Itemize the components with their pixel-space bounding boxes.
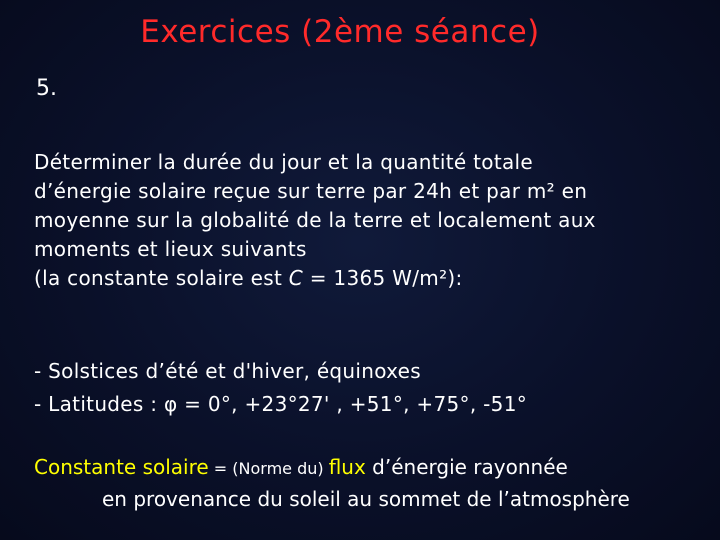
exercise-number: 5. (36, 76, 57, 101)
list-item-solstices: - Solstices d’été et d'hiver, équinoxes (34, 359, 422, 383)
latitudes-values: = 0°, +23°27' , +51°, +75°, -51° (177, 392, 528, 416)
phi-symbol: φ (163, 392, 178, 416)
definition-rest: d’énergie rayonnée (365, 455, 568, 479)
cases-list (34, 355, 527, 421)
statement-line-5 (34, 264, 704, 293)
latitudes-label: - Latitudes : (34, 392, 164, 416)
definition-line-2: en provenance du soleil au sommet de l’atmosphère (102, 487, 630, 511)
definition-block (34, 452, 630, 514)
definition-flux: flux (328, 455, 366, 479)
statement-line-5-end: = 1365 W/m²): (303, 266, 463, 290)
definition-line-1 (34, 452, 630, 484)
definition-term: Constante solaire (34, 455, 209, 479)
constant-symbol: C (288, 266, 304, 290)
statement-line-5-start: (la constante solaire est (34, 266, 289, 290)
statement-line-4: moments et lieux suivants (34, 237, 307, 261)
definition-equals: = (Norme du) (208, 459, 329, 478)
statement-line-1: Déterminer la durée du jour et la quantité totale (34, 150, 534, 174)
list-item-latitudes (34, 388, 527, 421)
slide-title: Exercices (2ème séance) (140, 14, 540, 50)
statement-line-2: d’énergie solaire reçue sur terre par 24h et par m² en (34, 179, 588, 203)
exercise-statement (34, 148, 704, 293)
statement-line-3: moyenne sur la globalité de la terre et localement aux (34, 208, 596, 232)
